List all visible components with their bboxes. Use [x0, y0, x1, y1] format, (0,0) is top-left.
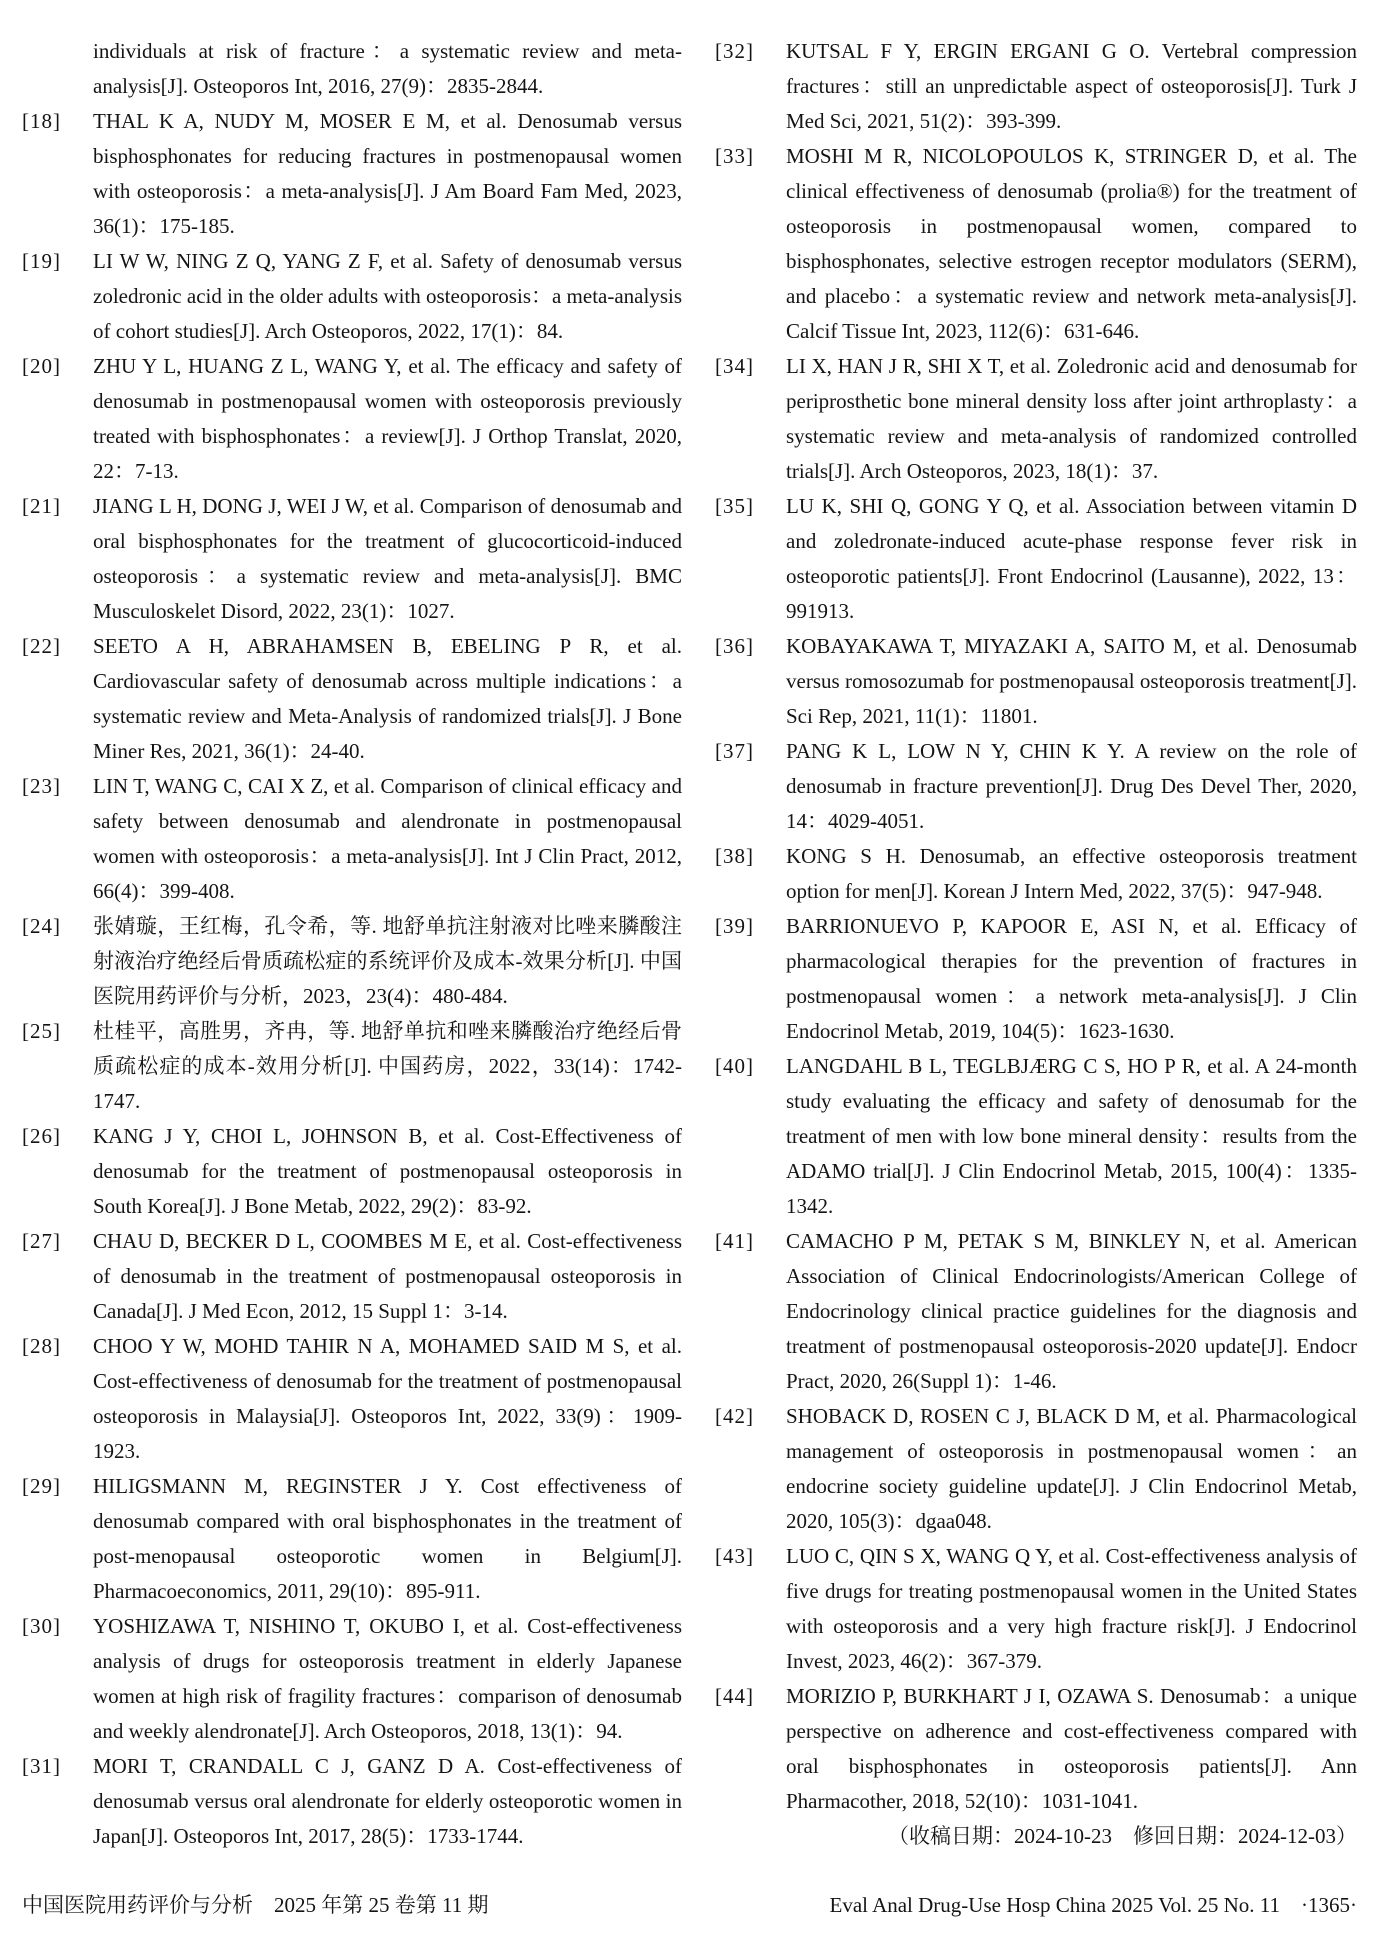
- reference-text: LI X, HAN J R, SHI X T, et al. Zoledronic acid and denosumab for periprosthetic bone mineral density loss after joint arthroplasty：a systematic review and meta-analysis of randomized controlled trials[J]. Arch Osteoporos, 2023, 18(1)：37.: [786, 354, 1357, 483]
- reference-item: [715, 1399, 1357, 1539]
- reference-number: [23]: [22, 774, 61, 798]
- reference-item: [715, 1224, 1357, 1399]
- reference-item: [22, 1749, 682, 1854]
- reference-number: [22]: [22, 634, 61, 658]
- reference-number: [32]: [715, 39, 754, 63]
- reference-item: [22, 489, 682, 629]
- reference-text: HILIGSMANN M, REGINSTER J Y. Cost effectiveness of denosumab compared with oral bisphosphonates in the treatment of post-menopausal osteoporotic women in Belgium[J]. Pharmacoeconomics, 2011, 29(10)：895-911.: [93, 1474, 682, 1603]
- reference-number: [30]: [22, 1614, 61, 1638]
- reference-number: [40]: [715, 1054, 754, 1078]
- reference-number: [35]: [715, 494, 754, 518]
- references-section: [22, 34, 1357, 1854]
- reference-number: [41]: [715, 1229, 754, 1253]
- reference-text: LI W W, NING Z Q, YANG Z F, et al. Safety of denosumab versus zoledronic acid in the older adults with osteoporosis：a meta-analysis of cohort studies[J]. Arch Osteoporos, 2022, 17(1)：84.: [93, 249, 683, 343]
- reference-text: LUO C, QIN S X, WANG Q Y, et al. Cost-effectiveness analysis of five drugs for treating postmenopausal women in the United States with osteoporosis and a very high fracture risk[J]. J Endocrinol Invest, 2023, 46(2)：367-379.: [786, 1544, 1357, 1673]
- reference-text: JIANG L H, DONG J, WEI J W, et al. Comparison of denosumab and oral bisphosphonates for the treatment of glucocorticoid-induced osteoporosis：a systematic review and meta-analysis[J]. BMC Musculoskelet Disord, 2022, 23(1)：1027.: [93, 494, 682, 623]
- reference-text: CAMACHO P M, PETAK S M, BINKLEY N, et al. American Association of Clinical Endocrinologists/American College of Endocrinology clinical practice guidelines for the diagnosis and treatment of postmenopausal osteoporosis-2020 update[J]. Endocr Pract, 2020, 26(Suppl 1)：1-46.: [786, 1229, 1357, 1393]
- reference-number: [21]: [22, 494, 61, 518]
- reference-list-left: [22, 34, 682, 1854]
- reference-text: MOSHI M R, NICOLOPOULOS K, STRINGER D, et al. The clinical effectiveness of denosumab (prolia®) for the treatment of osteoporosis in postmenopausal women, compared to bisphosphonates, selective estrogen receptor modulators (SERM), and placebo：a systematic review and network meta-analysis[J]. Calcif Tissue Int, 2023, 112(6)：631-646.: [786, 144, 1357, 343]
- reference-item: [22, 629, 682, 769]
- reference-number: [19]: [22, 249, 61, 273]
- reference-text: CHAU D, BECKER D L, COOMBES M E, et al. Cost-effectiveness of denosumab in the treatment of postmenopausal osteoporosis in Canada[J]. J Med Econ, 2012, 15 Suppl 1：3-14.: [93, 1229, 682, 1323]
- reference-text: YOSHIZAWA T, NISHINO T, OKUBO I, et al. Cost-effectiveness analysis of drugs for osteoporosis treatment in elderly Japanese women at high risk of fragility fractures：comparison of denosumab and weekly alendronate[J]. Arch Osteoporos, 2018, 13(1)：94.: [93, 1614, 682, 1743]
- reference-item: [715, 34, 1357, 139]
- reference-item: [715, 629, 1357, 734]
- reference-number: [26]: [22, 1124, 61, 1148]
- reference-item: [22, 104, 682, 244]
- reference-text: LU K, SHI Q, GONG Y Q, et al. Association between vitamin D and zoledronate-induced acute-phase response fever risk in osteoporotic patients[J]. Front Endocrinol (Lausanne), 2022, 13：991913.: [786, 494, 1357, 623]
- reference-text: ZHU Y L, HUANG Z L, WANG Y, et al. The efficacy and safety of denosumab in postmenopausal women with osteoporosis previously treated with bisphosphonates：a review[J]. J Orthop Translat, 2020, 22：7-13.: [93, 354, 682, 483]
- reference-item: [715, 1679, 1357, 1819]
- received-revised-dates: （收稿日期：2024-10-23 修回日期：2024-12-03）: [888, 1824, 1357, 1848]
- reference-text: KUTSAL F Y, ERGIN ERGANI G O. Vertebral compression fractures：still an unpredictable aspect of osteoporosis[J]. Turk J Med Sci, 2021, 51(2)：393-399.: [786, 39, 1357, 133]
- footer-journal-title-cn: 中国医院用药评价与分析 2025 年第 25 卷第 11 期: [22, 1893, 489, 1917]
- reference-number: [39]: [715, 914, 754, 938]
- reference-item: [715, 839, 1357, 909]
- reference-number: [42]: [715, 1404, 754, 1428]
- reference-item: [22, 769, 682, 909]
- reference-item: [22, 1329, 682, 1469]
- reference-item: [715, 489, 1357, 629]
- reference-text: CHOO Y W, MOHD TAHIR N A, MOHAMED SAID M S, et al. Cost-effectiveness of denosumab for the treatment of postmenopausal osteoporosis in Malaysia[J]. Osteoporos Int, 2022, 33(9)：1909-1923.: [93, 1334, 682, 1463]
- reference-item: [22, 1119, 682, 1224]
- reference-number: [25]: [22, 1019, 61, 1043]
- reference-item: [22, 1609, 682, 1749]
- reference-item: [22, 34, 682, 104]
- reference-text: LANGDAHL B L, TEGLBJÆRG C S, HO P R, et al. A 24-month study evaluating the efficacy and safety of denosumab for the treatment of men with low bone mineral density：results from the ADAMO trial[J]. J Clin Endocrinol Metab, 2015, 100(4)：1335-1342.: [786, 1054, 1357, 1218]
- references-column-right: [715, 34, 1357, 1854]
- reference-number: [34]: [715, 354, 754, 378]
- reference-text: PANG K L, LOW N Y, CHIN K Y. A review on the role of denosumab in fracture prevention[J]. Drug Des Devel Ther, 2020, 14：4029-4051.: [786, 739, 1357, 833]
- reference-number: [36]: [715, 634, 754, 658]
- reference-item: [715, 139, 1357, 349]
- reference-item: [715, 1539, 1357, 1679]
- reference-number: [44]: [715, 1684, 754, 1708]
- reference-number: [18]: [22, 109, 61, 133]
- reference-item: [715, 1049, 1357, 1224]
- reference-text: 杜桂平，高胜男，齐冉，等. 地舒单抗和唑来膦酸治疗绝经后骨质疏松症的成本-效用分析[J]. 中国药房，2022，33(14)：1742-1747.: [93, 1019, 682, 1113]
- reference-number: [20]: [22, 354, 61, 378]
- reference-item: [22, 349, 682, 489]
- reference-text: individuals at risk of fracture：a systematic review and meta-analysis[J]. Osteoporos Int, 2016, 27(9)：2835-2844.: [93, 39, 682, 98]
- reference-item: [22, 909, 682, 1014]
- reference-text: LIN T, WANG C, CAI X Z, et al. Comparison of clinical efficacy and safety between denosumab and alendronate in postmenopausal women with osteoporosis：a meta-analysis[J]. Int J Clin Pract, 2012, 66(4)：399-408.: [93, 774, 682, 903]
- footer-journal-title-en-page-number: Eval Anal Drug-Use Hosp China 2025 Vol. 25 No. 11 ·1365·: [829, 1893, 1357, 1917]
- reference-item: [22, 1469, 682, 1609]
- reference-item: [22, 1224, 682, 1329]
- reference-number: [28]: [22, 1334, 61, 1358]
- reference-item: [22, 244, 682, 349]
- page-footer: [22, 1888, 1357, 1923]
- reference-text: 张婧璇，王红梅，孔令希，等. 地舒单抗注射液对比唑来膦酸注射液治疗绝经后骨质疏松症的系统评价及成本-效果分析[J]. 中国医院用药评价与分析，2023，23(4)：480-484.: [93, 914, 682, 1008]
- reference-text: SHOBACK D, ROSEN C J, BLACK D M, et al. Pharmacological management of osteoporosis in postmenopausal women：an endocrine society guideline update[J]. J Clin Endocrinol Metab, 2020, 105(3)：dgaa048.: [786, 1404, 1357, 1533]
- reference-number: [29]: [22, 1474, 61, 1498]
- reference-list-right: [715, 34, 1357, 1819]
- reference-number: [33]: [715, 144, 754, 168]
- reference-text: THAL K A, NUDY M, MOSER E M, et al. Denosumab versus bisphosphonates for reducing fractures in postmenopausal women with osteoporosis：a meta-analysis[J]. J Am Board Fam Med, 2023, 36(1)：175-185.: [93, 109, 682, 238]
- references-column-left: [22, 34, 682, 1854]
- reference-text: BARRIONUEVO P, KAPOOR E, ASI N, et al. Efficacy of pharmacological therapies for the prevention of fractures in postmenopausal women：a network meta-analysis[J]. J Clin Endocrinol Metab, 2019, 104(5)：1623-1630.: [786, 914, 1357, 1043]
- reference-text: MORIZIO P, BURKHART J I, OZAWA S. Denosumab：a unique perspective on adherence and cost-effectiveness compared with oral bisphosphonates in osteoporosis patients[J]. Ann Pharmacother, 2018, 52(10)：1031-1041.: [786, 1684, 1357, 1813]
- reference-number: [37]: [715, 739, 754, 763]
- reference-text: MORI T, CRANDALL C J, GANZ D A. Cost-effectiveness of denosumab versus oral alendronate for elderly osteoporotic women in Japan[J]. Osteoporos Int, 2017, 28(5)：1733-1744.: [93, 1754, 682, 1848]
- reference-item: [715, 909, 1357, 1049]
- reference-number: [38]: [715, 844, 754, 868]
- reference-text: SEETO A H, ABRAHAMSEN B, EBELING P R, et al. Cardiovascular safety of denosumab across multiple indications：a systematic review and Meta-Analysis of randomized trials[J]. J Bone Miner Res, 2021, 36(1)：24-40.: [93, 634, 682, 763]
- reference-text: KONG S H. Denosumab, an effective osteoporosis treatment option for men[J]. Korean J Intern Med, 2022, 37(5)：947-948.: [786, 844, 1357, 903]
- reference-text: KANG J Y, CHOI L, JOHNSON B, et al. Cost-Effectiveness of denosumab for the treatment of postmenopausal osteoporosis in South Korea[J]. J Bone Metab, 2022, 29(2)：83-92.: [93, 1124, 682, 1218]
- reference-number: [43]: [715, 1544, 754, 1568]
- reference-number: [31]: [22, 1754, 61, 1778]
- reference-item: [22, 1014, 682, 1119]
- reference-number: [27]: [22, 1229, 61, 1253]
- reference-text: KOBAYAKAWA T, MIYAZAKI A, SAITO M, et al. Denosumab versus romosozumab for postmenopausal osteoporosis treatment[J]. Sci Rep, 2021, 11(1)：11801.: [786, 634, 1357, 728]
- reference-item: [715, 349, 1357, 489]
- reference-number: [24]: [22, 914, 61, 938]
- reference-item: [715, 734, 1357, 839]
